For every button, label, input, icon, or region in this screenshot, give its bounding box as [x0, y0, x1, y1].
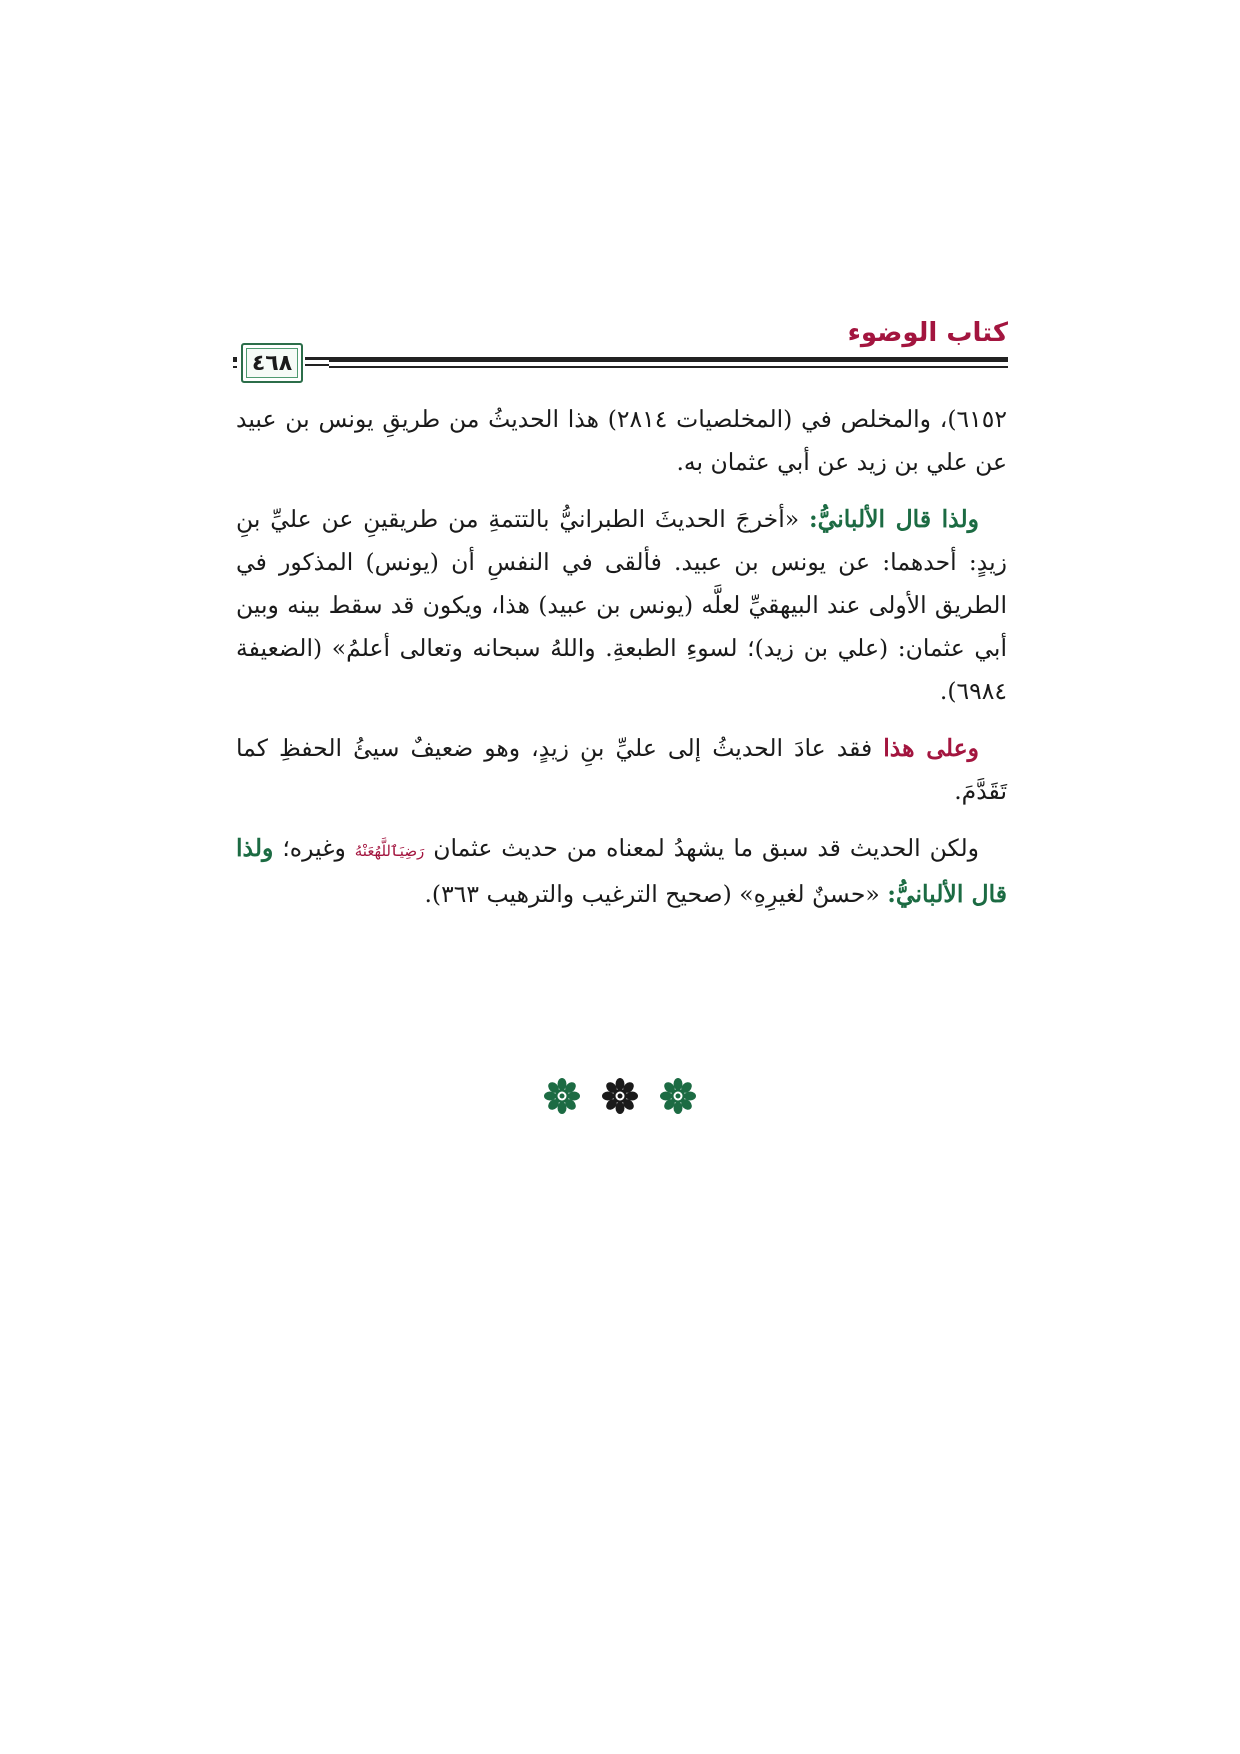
section-end-ornaments: [500, 1078, 740, 1118]
paragraph: [236, 827, 1007, 916]
book-title: كتاب الوضوء: [847, 318, 1008, 348]
page-header: [233, 315, 1008, 387]
paragraph-text: وغيره؛: [282, 834, 355, 862]
paragraph-text: فقد عادَ الحديثُ إلى عليِّ بنِ زيدٍ، وهو ضعيفٌ سيئُ الحفظِ كما تَقَدَّمَ.: [236, 734, 1007, 805]
honorific-glyph: رَضِيَٱللَّهُعَنْهُ: [354, 842, 425, 860]
paragraph-text: «حسنٌ لغيرِهِ» (صحيح الترغيب والترهيب ٣٦٣).: [424, 880, 888, 908]
eight-petal-flower-icon: [660, 1078, 696, 1114]
eight-petal-flower-icon: [602, 1078, 638, 1114]
eight-petal-flower-icon: [544, 1078, 580, 1114]
paragraph: [236, 398, 1007, 484]
page-number-rule: [305, 364, 329, 366]
page-number-rule: [305, 357, 329, 360]
lead-phrase: وعلى هذا: [883, 734, 979, 762]
paragraph-text: ولكن الحديث قد سبق ما يشهدُ لمعناه من حديث عثمان: [424, 834, 979, 862]
page-number-frame: [237, 343, 329, 383]
lead-phrase: ولذا قال الألبانيُّ:: [808, 505, 979, 533]
paragraph-text: ٦١٥٢)، والمخلص في (المخلصيات ٢٨١٤) هذا الحديثُ من طريقِ يونس بن عبيد عن علي بن زيد عن أبي عثمان به.: [236, 405, 1007, 476]
paragraph: [236, 727, 1007, 813]
page-number: ٤٦٨: [241, 343, 303, 383]
paragraph-text: «أخرجَ الحديثَ الطبرانيُّ بالتتمةِ من طريقينِ عن عليِّ بنِ زيدٍ: أحدهما: عن يونس بن عبيد. فألقى في النفسِ أن (يونس) المذكور في الطريق الأولى عند البيهقيِّ لعلَّه (يونس بن عبيد) هذا، ويكون قد سقط بينه وبين أبي عثمان: (علي بن زيد)؛ لسوءِ الطبعةِ. واللهُ سبحانه وتعالى أعلمُ» (الضعيفة ٦٩٨٤).: [236, 505, 1007, 705]
page-body: [236, 398, 1007, 930]
paragraph: [236, 498, 1007, 713]
lead-phrase: ولذا قال الألبانيُّ:: [236, 834, 1007, 908]
header-rule-thin: [233, 366, 1008, 368]
header-rule-thick: [233, 357, 1008, 362]
